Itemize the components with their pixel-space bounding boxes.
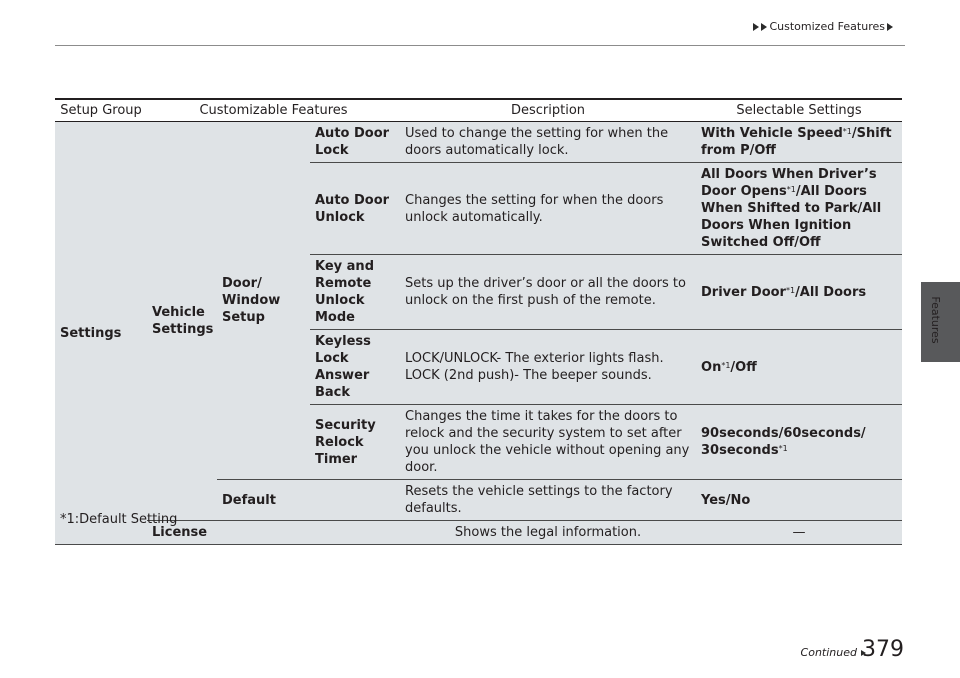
customized-features-table xyxy=(55,98,902,545)
breadcrumb xyxy=(753,20,893,33)
feature-description: Used to change the setting for when the doors automatically lock. xyxy=(400,122,696,163)
setup-group-cell: Settings xyxy=(55,122,147,545)
section-label: Features xyxy=(929,296,942,344)
feature-description: Shows the legal information. xyxy=(400,521,696,545)
category-cell: Door/ Window Setup xyxy=(217,122,310,480)
column-header-setup-group: Setup Group xyxy=(55,99,147,122)
selectable-settings: All Doors When Driver’s Door Opens$^{*1}$/All Doors When Shifted to Park/All Doors When Ignition Switched Off/Off xyxy=(696,163,902,255)
feature-description: Changes the time it takes for the doors to relock and the security system to set after you unlock the vehicle without opening any door. xyxy=(400,405,696,480)
column-header-description: Description xyxy=(400,99,696,122)
feature-description: Changes the setting for when the doors unlock automatically. xyxy=(400,163,696,255)
selectable-settings: Driver Door$^{*1}$/All Doors xyxy=(696,255,902,330)
continued-label: Continued xyxy=(801,646,866,659)
feature-description: Resets the vehicle settings to the factory defaults. xyxy=(400,480,696,521)
table-row xyxy=(55,521,902,545)
triangle-right-icon xyxy=(761,23,767,31)
selectable-settings: 90seconds/60seconds/ 30seconds$^{*1}$ xyxy=(696,405,902,480)
feature-name: Auto Door Unlock xyxy=(310,163,400,255)
selectable-settings: Yes/No xyxy=(696,480,902,521)
selectable-settings: With Vehicle Speed$^{*1}$/Shift from P/Off xyxy=(696,122,902,163)
feature-name: Auto Door Lock xyxy=(310,122,400,163)
feature-name: Security Relock Timer xyxy=(310,405,400,480)
footnote: *1:Default Setting xyxy=(60,512,178,527)
selectable-settings: — xyxy=(696,521,902,545)
feature-description: LOCK/UNLOCK- The exterior lights flash. LOCK (2nd push)- The beeper sounds. xyxy=(400,330,696,405)
header-divider xyxy=(55,45,905,46)
selectable-settings: On$^{*1}$/Off xyxy=(696,330,902,405)
table-row xyxy=(55,122,902,163)
table-header-row xyxy=(55,99,902,122)
feature-name: Keyless Lock Answer Back xyxy=(310,330,400,405)
breadcrumb-label: Customized Features xyxy=(769,20,885,33)
triangle-right-icon xyxy=(753,23,759,31)
feature-name: Default xyxy=(217,480,400,521)
subgroup-cell: Vehicle Settings xyxy=(147,122,217,521)
page-number: 379 xyxy=(862,637,904,662)
feature-name: Key and Remote Unlock Mode xyxy=(310,255,400,330)
column-header-selectable-settings: Selectable Settings xyxy=(696,99,902,122)
column-header-customizable-features: Customizable Features xyxy=(147,99,400,122)
settings-table-container xyxy=(55,98,902,545)
feature-description: Sets up the driver’s door or all the doors to unlock on the first push of the remote. xyxy=(400,255,696,330)
feature-name: License xyxy=(147,521,400,545)
triangle-right-icon xyxy=(887,23,893,31)
